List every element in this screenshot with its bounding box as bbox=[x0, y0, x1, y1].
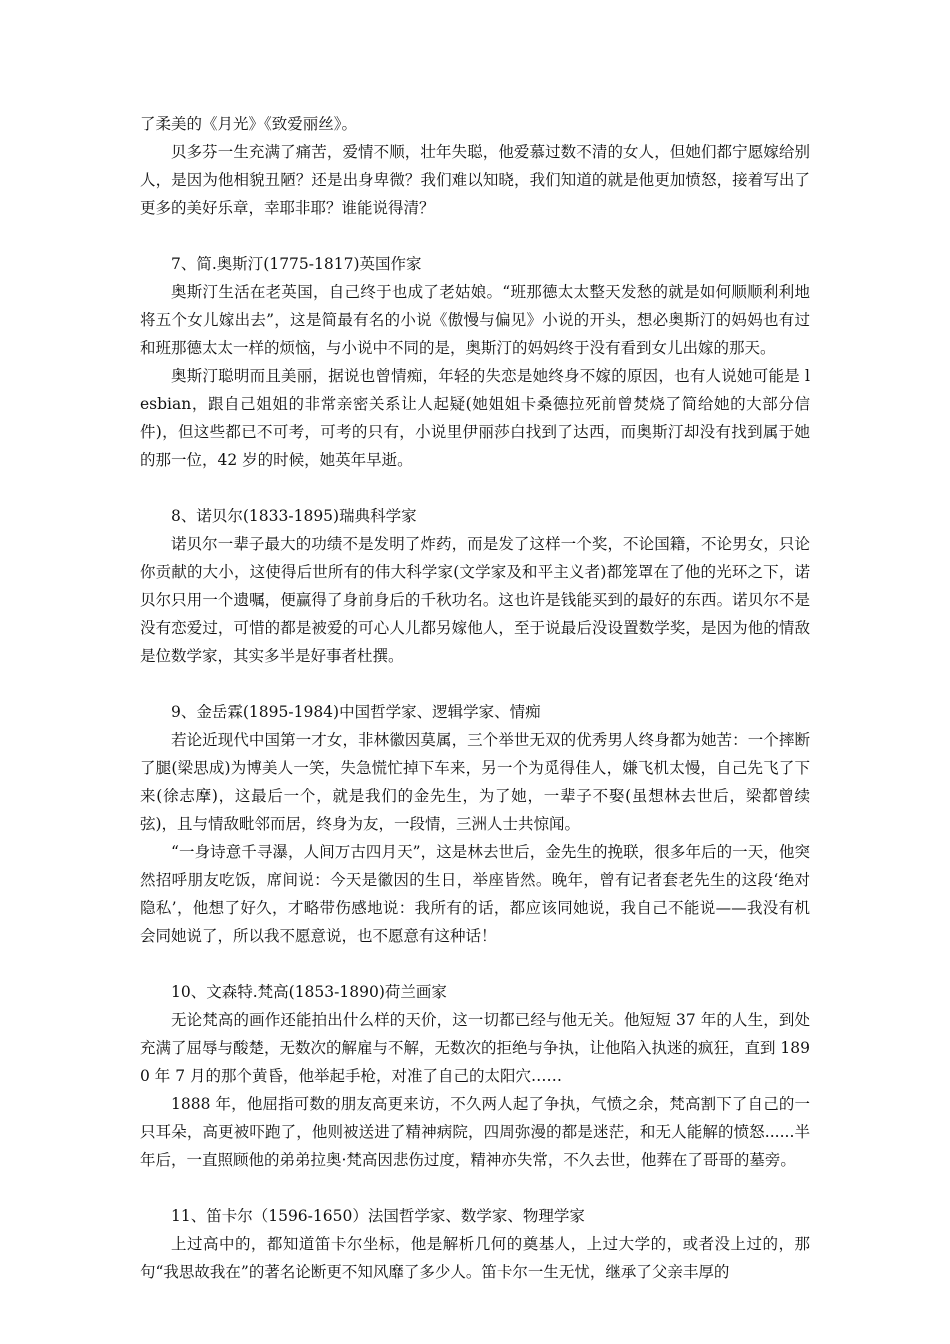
section-paragraph: 无论梵高的画作还能拍出什么样的天价，这一切都已经与他无关。他短短 37 年的人生，到处充满了屈辱与酸楚，无数次的解雇与不解，无数次的拒绝与争执，让他陷入执迷的疯狂，直到 1890 年 7 月的那个黄昏，他举起手枪，对准了自己的太阳穴…… bbox=[140, 1011, 811, 1085]
section-paragraph: “一身诗意千寻瀑，人间万古四月天”，这是林去世后，金先生的挽联，很多年后的一天，他突然招呼朋友吃饭，席间说：今天是徽因的生日，举座皆然。晚年，曾有记者套老先生的这段‘绝对隐私’，他想了好久，才略带伤感地说：我所有的话，都应该同她说，我自己不能说——我没有机会同她说了，所以我不愿意说，也不愿意有这种话！ bbox=[140, 843, 810, 945]
section-paragraph: 若论近现代中国第一才女，非林徽因莫属，三个举世无双的优秀男人终身都为她苦：一个摔断了腿(梁思成)为博美人一笑，失急慌忙掉下车来，另一个为觅得佳人，嫌飞机太慢，自己先飞了下来(徐志摩)，这最后一个，就是我们的金先生，为了她，一辈子不娶(虽想林去世后，梁都曾续弦)，且与情敌毗邻而居，终身为友，一段情，三洲人士共惊闻。 bbox=[140, 731, 810, 833]
section-paragraph: 奥斯汀聪明而且美丽，据说也曾情痴，年轻的失恋是她终身不嫁的原因，也有人说她可能是 lesbian，跟自己姐姐的非常亲密关系让人起疑(她姐姐卡桑德拉死前曾焚烧了简给她的大部分信件)，但这些都已不可考，可考的只有，小说里伊丽莎白找到了达西，而奥斯汀却没有找到属于她的那一位，42 岁的时候，她英年早逝。 bbox=[140, 367, 810, 469]
section-austen bbox=[140, 250, 810, 474]
section-paragraph: 上过高中的，都知道笛卡尔坐标，他是解析几何的奠基人，上过大学的，或者没上过的，那句“我思故我在”的著名论断更不知风靡了多少人。笛卡尔一生无忧，继承了父亲丰厚的 bbox=[140, 1235, 810, 1281]
section-van-gogh bbox=[140, 978, 810, 1174]
section-heading: 7、简.奥斯汀(1775-1817)英国作家 bbox=[171, 255, 422, 273]
section-paragraph: 奥斯汀生活在老英国，自己终于也成了老姑娘。“班那德太太整天发愁的就是如何顺顺利利地将五个女儿嫁出去”，这是简最有名的小说《傲慢与偏见》小说的开头，想必奥斯汀的妈妈也有过和班那德太太一样的烦恼，与小说中不同的是，奥斯汀的妈妈终于没有看到女儿出嫁的那天。 bbox=[140, 283, 810, 357]
section-jin-yuelin bbox=[140, 698, 810, 950]
opening-line: 了柔美的《月光》《致爱丽丝》。 bbox=[140, 115, 358, 133]
section-heading: 11、笛卡尔（1596-1650）法国哲学家、数学家、物理学家 bbox=[171, 1207, 585, 1225]
section-heading: 10、文森特.梵高(1853-1890)荷兰画家 bbox=[171, 983, 447, 1001]
section-heading: 8、诺贝尔(1833-1895)瑞典科学家 bbox=[171, 507, 417, 525]
section-descartes bbox=[140, 1202, 810, 1286]
section-heading: 9、金岳霖(1895-1984)中国哲学家、逻辑学家、情痴 bbox=[171, 703, 541, 721]
section-nobel bbox=[140, 502, 810, 670]
section-paragraph: 诺贝尔一辈子最大的功绩不是发明了炸药，而是发了这样一个奖，不论国籍，不论男女，只论你贡献的大小，这使得后世所有的伟大科学家(文学家及和平主义者)都笼罩在了他的光环之下，诺贝尔只用一个遗嘱，便赢得了身前身后的千秋功名。这也许是钱能买到的最好的东西。诺贝尔不是没有恋爱过，可惜的都是被爱的可心人儿都另嫁他人，至于说最后没设置数学奖，是因为他的情敌是位数学家，其实多半是好事者杜撰。 bbox=[140, 535, 810, 665]
beethoven-paragraph: 贝多芬一生充满了痛苦，爱情不顺，壮年失聪，他爱慕过数不清的女人，但她们都宁愿嫁给别人，是因为他相貌丑陋？还是出身卑微？我们难以知晓，我们知道的就是他更加愤怒，接着写出了更多的美好乐章，幸耶非耶？谁能说得清？ bbox=[140, 143, 810, 217]
section-paragraph: 1888 年，他屈指可数的朋友高更来访，不久两人起了争执，气愤之余，梵高割下了自己的一只耳朵，高更被吓跑了，他则被送进了精神病院，四周弥漫的都是迷茫，和无人能解的愤怒......半年后，一直照顾他的弟弟拉奥·梵高因悲伤过度，精神亦失常，不久去世，他葬在了哥哥的墓旁。 bbox=[140, 1095, 810, 1169]
